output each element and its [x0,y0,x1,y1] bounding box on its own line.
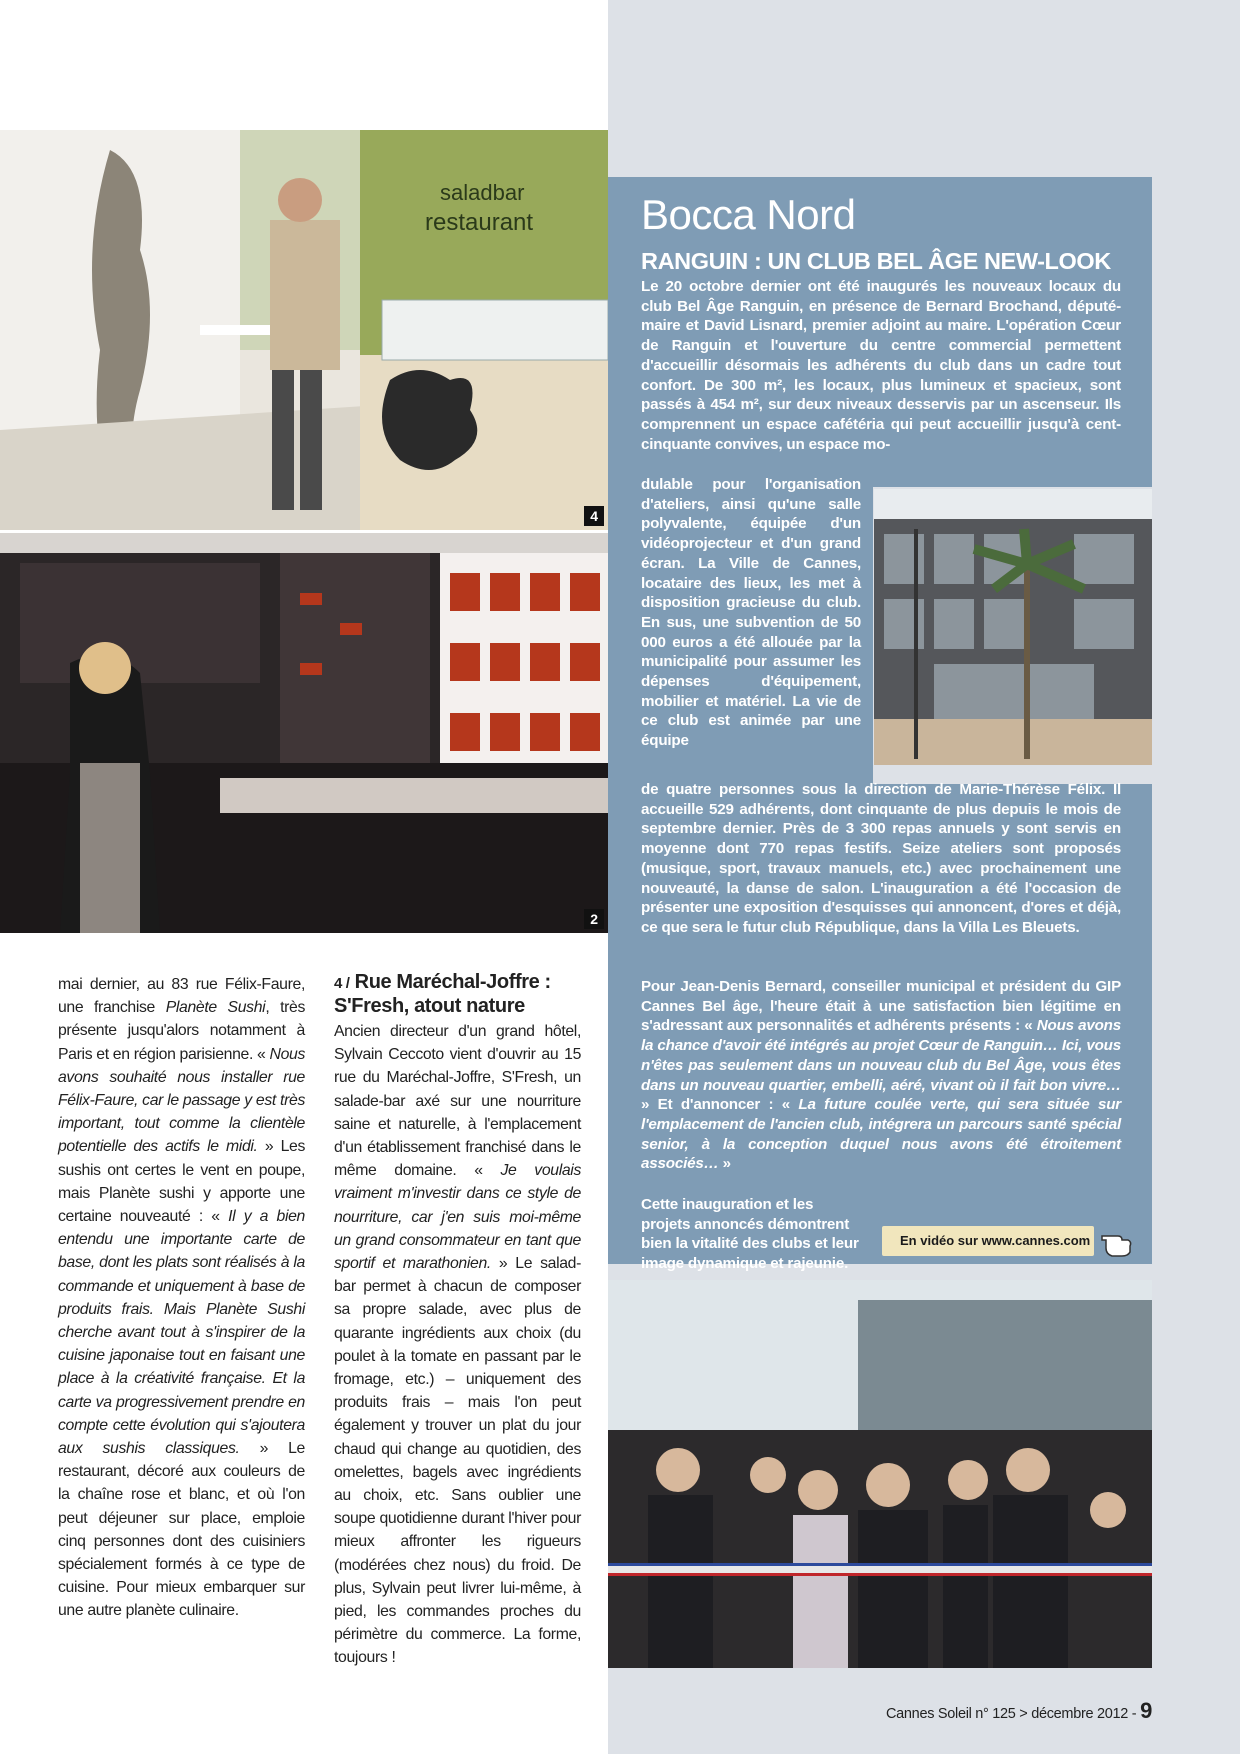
article-paragraph-5: Cette inauguration et les projets annoncés démontrent bien la vitalité des clubs et leur image dynamique et rajeunie. [641,1196,859,1273]
article-paragraph-1: Le 20 octobre dernier ont été inaugurés les nouveaux locaux du club Bel Âge Ranguin, en présence de Bernard Brochand, député-maire et David Lisnard, premier adjoint au maire. L'opération Cœur de Ranguin et l'ouverture du centre commercial permettent d'accueillir désormais les adhérents du club dans un cadre tout confort. De 300 m², les locaux, plus lumineux et spacieux, sont passés à 454 m², sur deux niveaux desservis par un ascenseur. Ils comprennent un espace cafétéria qui peut accueillir jusqu'à cent-cinquante convives, un espace mo- [641,278,1121,453]
saladbar-sign-line1: saladbar [440,180,525,205]
article-paragraph-3: de quatre personnes sous la direction de Marie-Thérèse Félix. Il accueille 529 adhérents, dont cinquante de plus depuis le mois de septembre dernier. Près de 3 300 repas annuels y sont servis en moyenne dont 770 repas festifs. Seize ateliers sont proposés (musique, sport, travaux manuels, etc.) avec prochainement une nouveauté, la danse de salon. L'inauguration a été l'occasion de présenter une exposition d'esquisses qui annoncent, d'ores et déjà, ce que sera le futur club République, dans la Villa Les Bleuets. [641,781,1121,936]
article-paragraph-4: Pour Jean-Denis Bernard, conseiller municipal et président du GIP Cannes Bel âge, l'heure était à une satisfaction bien légitime en s'adressant aux personnalités et adhérents présents : « Nous avons la chance d'avoir été intégrés au projet Cœur de Ranguin… Ici, vous n'êtes pas seulement dans un nouveau club du Bel Âge, vous êtes dans un nouveau quartier, embelli, aéré, vivant où il fait bon vivre… » Et d'annoncer : « La future coulée verte, qui sera située sur l'emplacement de l'ancien club, intégrera un parcours santé spécial senior, à la conception duquel nous avons été étroitement associés… » [641,978,1121,1173]
section-heading: Bocca Nord [641,191,856,238]
photo-number-2: 2 [584,909,604,929]
ribbon-ceremony-photo [608,1280,1152,1668]
pointing-hand-icon [1100,1224,1134,1258]
sfresh-heading: 4 / Rue Maréchal-Joffre : S'Fresh, atout nature [334,971,551,1017]
article-title: RANGUIN : UN CLUB BEL ÂGE NEW-LOOK [641,248,1111,274]
saladbar-sign-line2: restaurant [425,209,534,236]
footer-publication: Cannes Soleil n° 125 > décembre 2012 - [885,1706,1137,1722]
video-link-text: En vidéo sur www.cannes.com [900,1233,1091,1248]
sushi-shop-photo [0,533,608,933]
page-footer [886,1698,1152,1724]
article-paragraph-2: dulable pour l'organisation d'ateliers, ainsi qu'une salle polyvalente, équipée d'un vidéoprojecteur et d'un grand écran. La Ville de Cannes, locataire des lieux, les met à disposition gracieuse du club. En sus, une subvention de 50 000 euros a été allouée par la municipalité pour assumer les dépenses d'équipement, mobilier et matériel. La vie de ce club est animée par une équipe [641,476,861,750]
saladbar-photo [0,130,608,530]
page-number: 9 [1140,1698,1152,1723]
sfresh-column: 4 / Rue Maréchal-Joffre : S'Fresh, atout nature Ancien directeur d'un grand hôtel, Sylvain Ceccoto vient d'ouvrir au 15 rue du Maréchal-Joffre, S'Fresh, un salade-bar axé sur une nourriture saine et naturelle, à l'emplacement d'un établissement franchisé dans le même domaine. « Je voulais vraiment m'investir dans ce style de nourriture, car j'en suis moi-même un grand consommateur en tant que sportif et marathonien. » Le salad-bar permet à chacun de composer sa propre salade, avec plus de quarante ingrédients aux choix (du poulet à la tomate en passant par le fromage, etc.) – uniquement des produits frais – mais l'on peut également y trouver un plat du jour chaud qui change au quotidien, des omelettes, bagels avec ingrédients au choix, etc. Sans oublier une soupe quotidienne durant l'hiver pour mieux affronter les rigueurs (modérées chez nous) du froid. De plus, Sylvain peut livrer lui-même, à pied, les commandes proches du périmètre du commerce. La forme, toujours ! [334,971,582,1667]
photo-number-4: 4 [584,506,604,526]
video-link-badge[interactable] [882,1226,1094,1256]
planete-sushi-column: mai dernier, au 83 rue Félix-Faure, une franchise Planète Sushi, très présente jusqu'alors notamment à Paris et en région parisienne. « Nous avons souhaité nous installer rue Félix-Faure, car le passage y est très important, tout comme la clientèle potentielle des actifs le midi. » Les sushis ont certes le vent en poupe, mais Planète sushi y apporte une certaine nouveauté : « Il y a bien entendu une importante carte de base, dont les plats sont réalisés à la commande et uniquement à base de produits frais. Mais Planète Sushi cherche avant tout à s'inspirer de la cuisine japonaise tout en faisant une place à la créativité française. Et la carte va progressivement prendre en compte cette évolution qui s'ajoutera aux sushis classiques. » Le restaurant, décoré aux couleurs de la chaîne rose et blanc, et où l'on peut déjeuner sur place, emploie cinq personnes dont des cuisiniers spécialement formés à ce type de cuisine. Pour mieux embarquer sur une autre planète culinaire. [58,976,305,1620]
building-photo [874,489,1152,765]
